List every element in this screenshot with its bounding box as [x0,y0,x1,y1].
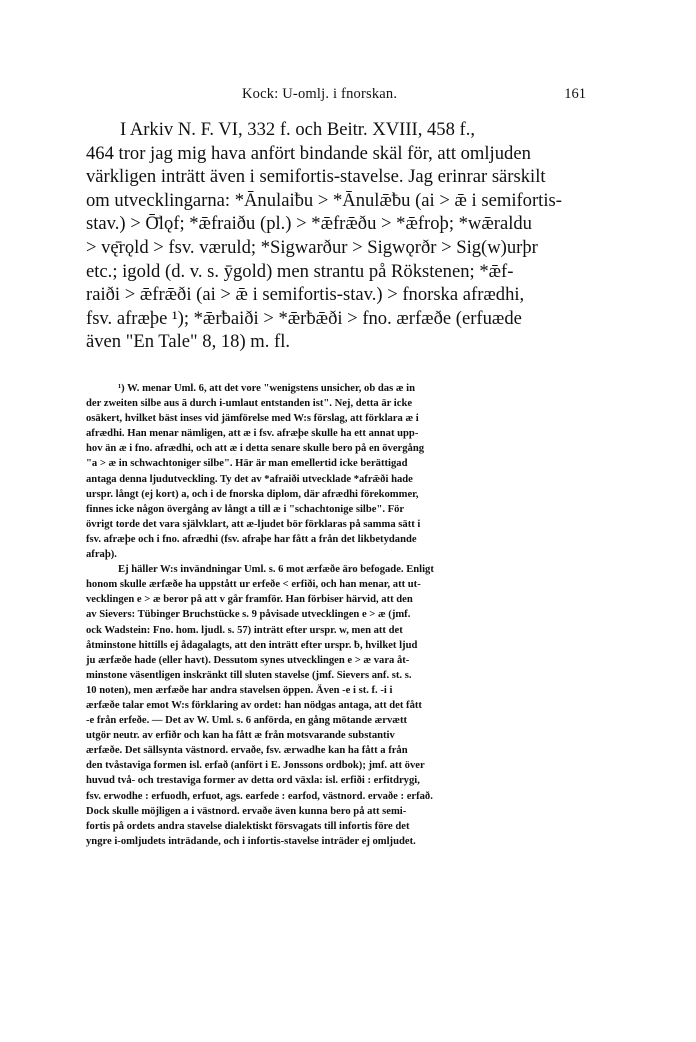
main-line: etc.; igold (d. v. s. ȳgold) men strantu på Rökstenen; *ǣf- [86,260,514,282]
footnote-block [86,381,600,849]
footnote-line: huvud två- och trestaviga former av detta ord växla: isl. erfiði : erfitdrygi, [86,775,420,787]
footnote-line: osäkert, hvilket bäst inses vid jämförelse med W:s förslag, att förklara æ i [86,413,419,425]
footnote-line: der zweiten silbe aus ā durch i-umlaut entstanden ist". Nej, detta är icke [86,398,413,410]
footnote-line: urspr. långt (ej kort) a, och i de fnorska diplom, där afrædhi förekommer, [86,488,419,500]
footnote-line: "a > æ in schwachtoniger silbe". Här är man emellertid icke berättigad [86,458,408,470]
footnote-line: fortis på ordets andra stavelse dialektiskt försvagats till infortis före det [86,820,410,832]
footnote-line: den tvåstaviga formen isl. erfað (anfört i E. Jonssons ordbok); jmf. att över [86,760,425,772]
footnote-line: honom skulle ærfæðe ha uppstått ur erfeðe < erfiði, och han menar, att ut- [86,579,421,591]
main-line: värkligen inträtt även i semifortis-stavelse. Jag erinrar särskilt [86,166,546,188]
footnote-line: ock Wadstein: Fno. hom. ljudl. s. 57) inträtt efter urspr. w, men att det [86,624,403,636]
main-paragraph [86,118,600,354]
footnote-line: övrigt torde det vara självklart, att æ-ljudet bör förklaras på samma sätt i [86,518,421,530]
footnote-line: yngre i-omljudets inträdande, och i infortis-stavelse inträder ej omljudet. [86,835,416,847]
page-number: 161 [564,86,586,102]
footnote-line: ¹) W. menar Uml. 6, att det vore "wenigstens unsicher, ob das æ in [118,383,415,394]
main-line: om utvecklingarna: *Ānulaiƀu > *Ānulǣƀu (ai > ǣ i semifortis- [86,189,562,211]
footnote-line: vecklingen e > æ beror på att v går framför. Han förbiser härvid, att den [86,594,413,606]
main-line: fsv. afræþe ¹); *ǣrƀaiði > *ǣrƀǣði > fno. ærfæðe (erfuæde [86,307,522,329]
footnote-line: minstone väsentligen inskränkt till sluten stavelse (jmf. Sievers anf. st. s. [86,669,412,681]
footnote-line: ju ærfæðe hade (eller havt). Dessutom synes utvecklingen e > æ vara åt- [86,654,410,666]
footnote-line: 10 noten), men ærfæðe har andra stavelsen öppen. Även -e i st. f. -i i [86,684,393,696]
footnote-line: ærfæðe talar emot W:s förklaring av ordet: han nödgas antaga, att det fått [86,699,422,711]
footnote-line: -e från erfeðe. — Det av W. Uml. s. 6 anförda, en gång mötande ærvætt [86,715,408,727]
footnote-line: av Sievers: Tübinger Bruchstücke s. 9 påvisade utvecklingen e > æ (jmf. [86,609,411,621]
footnote-line: fsv. erwodhe : erfuodh, erfuot, ags. earfede : earfod, västnord. ervaðe : erfað. [86,790,433,802]
footnote-line: hov än æ i fno. afrædhi, och att æ i detta senare skulle bero på en övergång [86,443,425,455]
footnote-line: finnes icke någon övergång av långt a till æ i "schachtonige silbe". För [86,503,405,515]
main-line: > vę̄rǫld > fsv. væruld; *Sigwarður > Sigwǫrðr > Sig(w)urþr [86,236,538,258]
running-title: Kock: U-omlj. i fnorskan. [242,86,398,102]
footnote-line: utgör neutr. av erfiðr och kan ha fått æ från motsvarande substantiv [86,730,395,742]
main-line: I Arkiv N. F. VI, 332 f. och Beitr. XVIII, 458 f., [120,119,476,140]
footnote-line: ærfæðe. Det sällsynta västnord. ervaðe, fsv. ærwadhe kan ha fått a från [86,745,408,757]
main-line: stav.) > Ō̄lǫf; *ǣfraiðu (pl.) > *ǣfrǣðu > *ǣfroþ; *wǣraldu [86,213,532,235]
footnote-line: åtminstone hittills ej ådagalagts, att den inträtt efter urspr. ƀ, hvilket ljud [86,639,418,651]
main-line: raiði > ǣfrǣði (ai > ǣ i semifortis-stav.) > fnorska afrædhi, [86,284,525,306]
main-line: även "En Tale" 8, 18) m. fl. [86,331,291,353]
page-header [86,86,586,108]
footnote-line: antaga denna ljudutveckling. Ty det av *afraiði utvecklade *afrǣði hade [86,473,413,485]
footnote-line: Dock skulle möjligen a i västnord. ervaðe även kunna bero på att semi- [86,805,407,817]
footnote-line: afraþ). [86,549,117,561]
footnote-line: Ej häller W:s invändningar Uml. s. 6 mot ærfæðe äro befogade. Enligt [118,564,434,576]
main-line: 464 tror jag mig hava anfört bindande skäl för, att omljuden [86,142,531,164]
footnote-line: fsv. afræþe och i fno. afrædhi (fsv. afraþe har fått a från det likbetydande [86,533,417,545]
footnote-line: afrædhi. Han menar nämligen, att æ i fsv. afræþe skulle ha ett annat upp- [86,428,419,440]
